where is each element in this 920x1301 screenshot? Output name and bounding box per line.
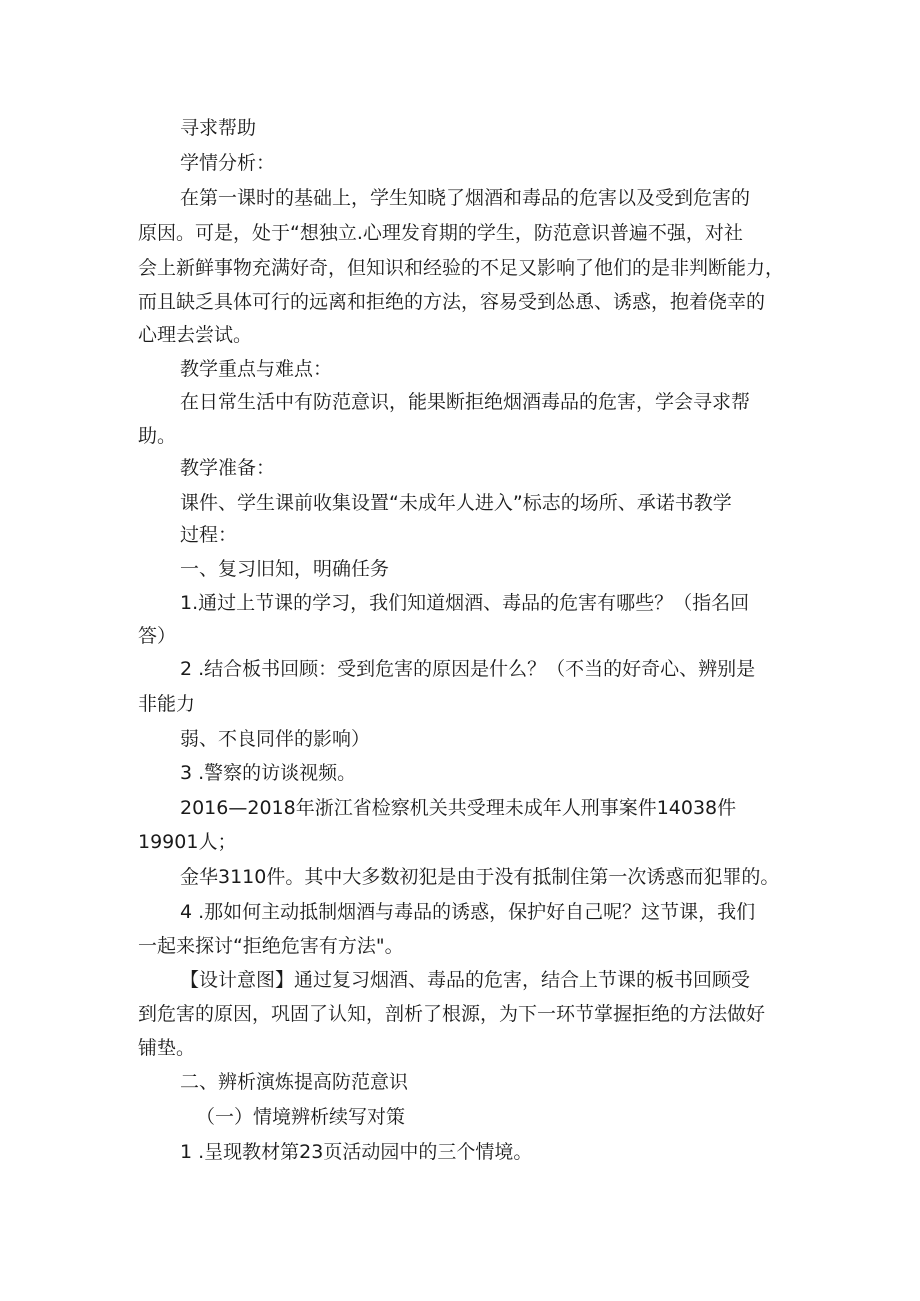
section-heading: 二、辨析演炼提高防范意识 <box>180 1071 409 1093</box>
text-line: 金华3110件。其中大多数初犯是由于没有抵制住第一次诱惑而犯罪的。 <box>180 866 780 888</box>
text-line: 助。 <box>138 425 177 447</box>
text-line: 【设计意图】通过复习烟酒、毒品的危害，结合上节课的板书回顾受 <box>180 969 751 991</box>
text-line: 教学准备： <box>180 457 276 479</box>
text-line: 19901人； <box>138 831 237 853</box>
text-line: 1 .呈现教材第23页活动园中的三个情境。 <box>180 1141 533 1163</box>
text-line: 在第一课时的基础上，学生知晓了烟酒和毒品的危害以及受到危害的 <box>180 187 751 209</box>
text-line: 学情分析： <box>180 152 276 174</box>
text-line: 教学重点与难点： <box>180 358 333 380</box>
text-line: 课件、学生课前收集设置“未成年人进入”标志的场所、承诺书教学 <box>180 492 732 514</box>
subsection-heading: （一）情境辨析续写对策 <box>196 1106 406 1128</box>
text-line: 原因。可是，处于“想独立.心理发育期的学生，防范意识普遍不强，对社 <box>138 222 743 244</box>
text-line: 寻求帮助 <box>180 117 257 139</box>
text-line: 一起来探讨“拒绝危害有方法"。 <box>138 935 404 957</box>
text-line: 一、复习旧知，明确任务 <box>180 558 390 580</box>
text-line: 铺垫。 <box>138 1037 196 1059</box>
text-line: 4 .那如何主动抵制烟酒与毒品的诱惑，保护好自己呢？这节课，我们 <box>180 901 756 923</box>
text-line: 弱、不良同伴的影响） <box>180 728 371 750</box>
text-line: 1.通过上节课的学习，我们知道烟酒、毒品的危害有哪些？（指名回 <box>180 592 750 614</box>
text-line: 心理去尝试。 <box>138 324 253 346</box>
text-line: 而且缺乏具体可行的远离和拒绝的方法，容易受到怂恿、诱惑，抱着侥幸的 <box>138 291 766 313</box>
text-line: 非能力 <box>138 693 196 715</box>
text-line: 3 .警察的访谈视频。 <box>180 762 357 784</box>
text-line: 到危害的原因，巩固了认知，剖析了根源，为下一环节掌握拒绝的方法做好 <box>138 1003 766 1025</box>
text-line: 在日常生活中有防范意识，能果断拒绝烟酒毒品的危害，学会寻求帮 <box>180 391 751 413</box>
text-line: 2 .结合板书回顾：受到危害的原因是什么？（不当的好奇心、辨别是 <box>180 658 756 680</box>
text-line: 2016—2018年浙江省检察机关共受理未成年人刑事案件14038件 <box>180 797 737 819</box>
text-line: 会上新鲜事物充满好奇，但知识和经验的不足又影响了他们的是非判断能力， <box>138 257 785 279</box>
text-line: 答） <box>138 625 177 647</box>
text-line: 过程： <box>180 524 238 546</box>
